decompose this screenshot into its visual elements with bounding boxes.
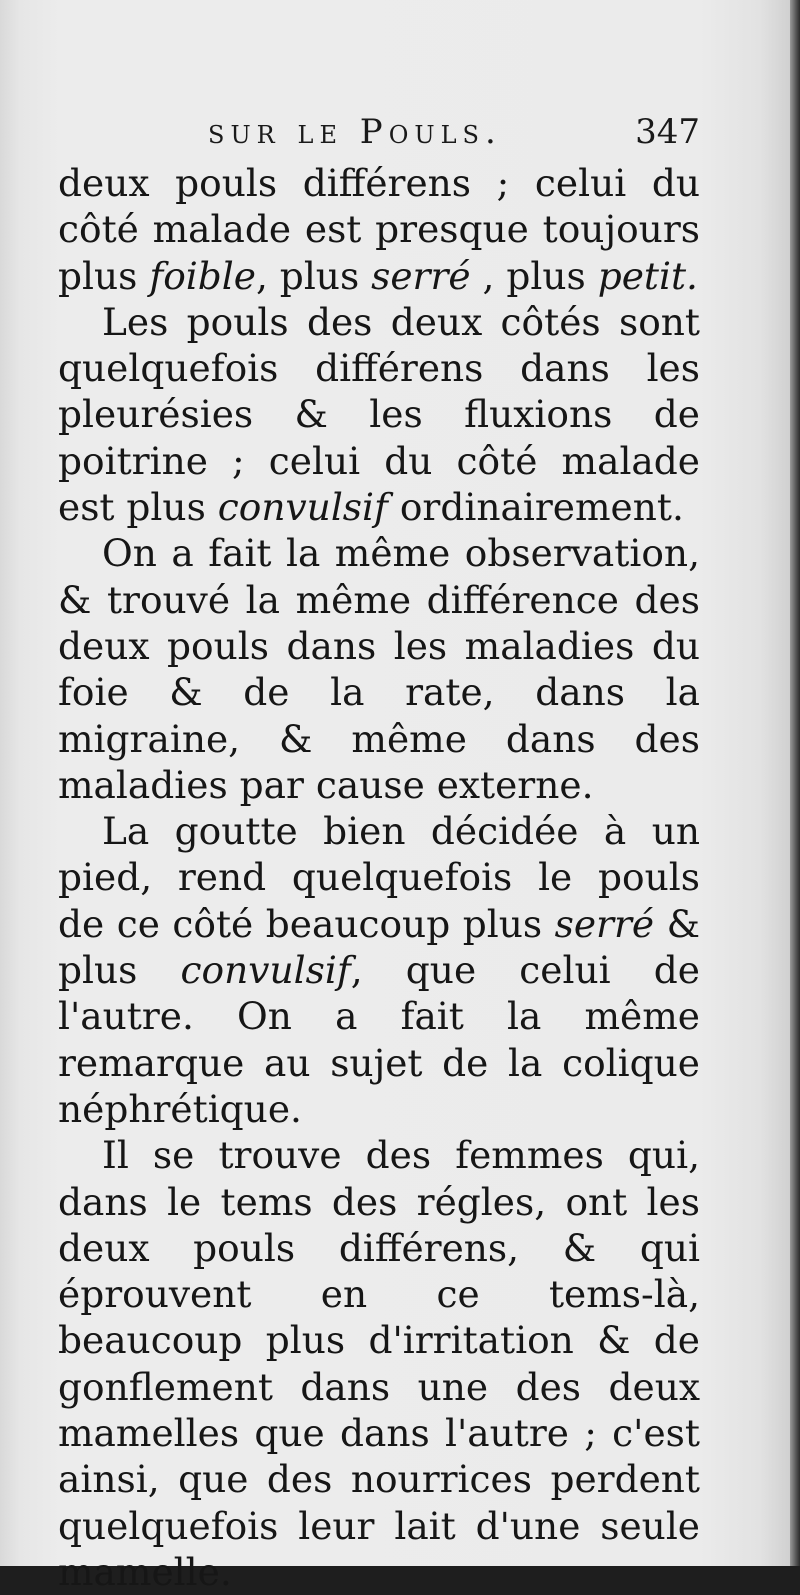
paragraph (58, 808, 700, 1132)
text-run: , plus (470, 253, 598, 298)
paragraph (58, 299, 700, 530)
italic-run: serré (371, 253, 471, 298)
italic-run: foible (149, 253, 256, 298)
text-run: Les pouls des deux côtés sont quelquefois différens dans les pleurésies & les fluxions de poitrine ; celui du côté malade est plus (58, 299, 700, 530)
page-edge (790, 0, 800, 1566)
body-text (58, 160, 700, 1595)
paragraph (58, 1132, 700, 1595)
italic-run: petit. (597, 253, 698, 298)
text-run: ordinairement. (387, 485, 684, 530)
text-run: & plus (58, 901, 700, 993)
text-run: , que celui de l'autre. On a fait la même remarque au sujet de la colique néphrétique. (58, 948, 700, 1131)
italic-run: serré (554, 901, 655, 946)
page-header (60, 112, 700, 160)
text-run: Il se trouve des femmes qui, dans le tems des régles, ont les deux pouls différens, & qui éprouvent en ce tems-là, beaucoup plus d'irritation & de gonflement dans une des deux mamelles que dans l'autre ; c'est ainsi, que des nourrices perdent quelquefois leur lait d'une seule mamelle. (58, 1133, 700, 1594)
text-run: La goutte bien décidée à un pied, rend quelquefois le pouls de ce côté beaucoup plus (58, 809, 700, 946)
text-run: On a fait la même observation, & trouvé la même différence des deux pouls dans les maladies du foie & de la rate, dans la migraine, & même dans des maladies par cause externe. (58, 531, 700, 807)
italic-run: convulsif (217, 485, 388, 530)
running-title: sur le Pouls. (208, 112, 502, 152)
paragraph (58, 530, 700, 808)
text-run: , plus (255, 253, 372, 298)
italic-run: convulsif (180, 948, 351, 993)
page-number: 347 (635, 112, 700, 152)
text-run: deux pouls différens ; celui du côté malade est presque toujours plus (58, 161, 700, 298)
paragraph (58, 160, 700, 299)
